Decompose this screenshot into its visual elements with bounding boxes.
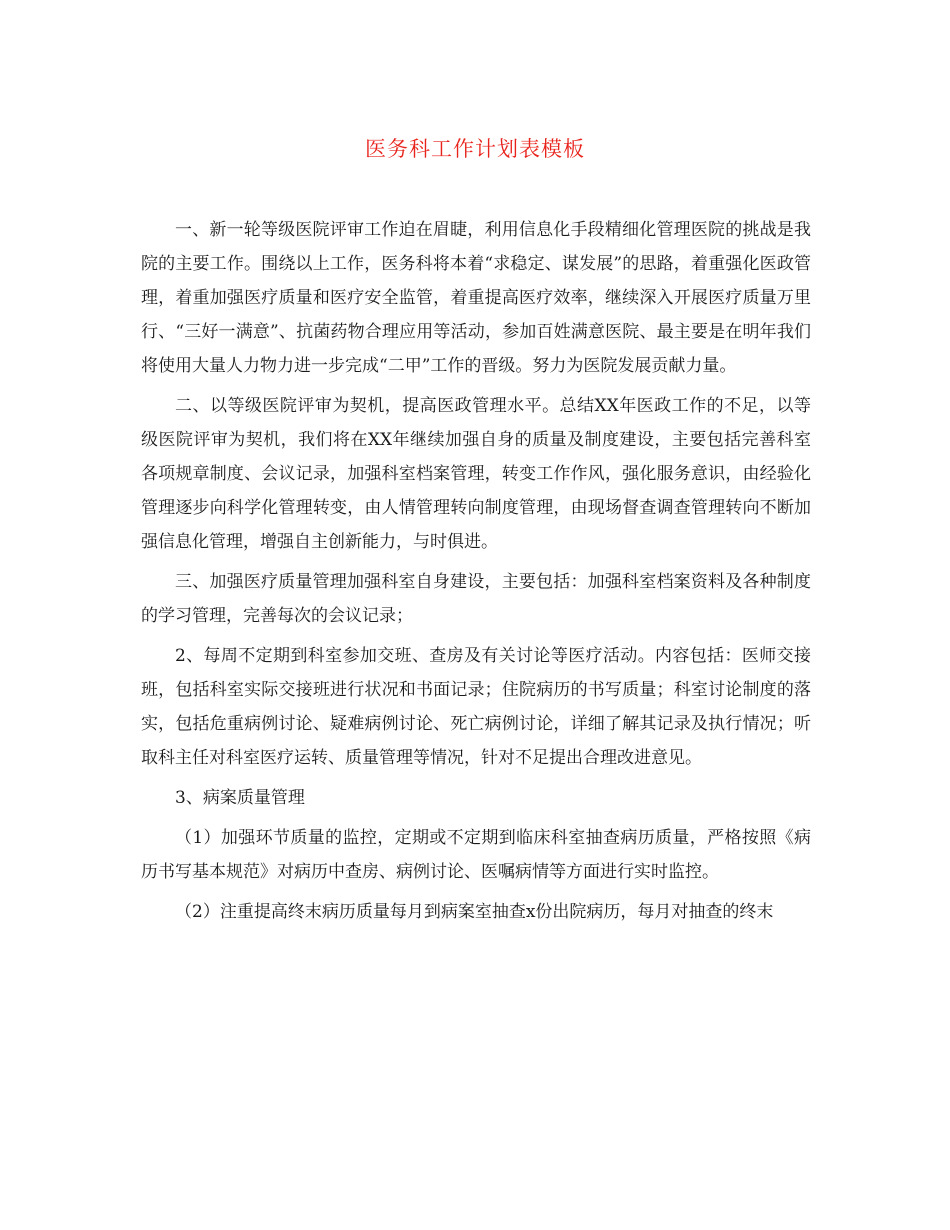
- document-body: [141, 213, 811, 929]
- paragraph-2: 二、以等级医院评审为契机，提高医政管理水平。总结XX年医政工作的不足，以等级医院评审为契机，我们将在XX年继续加强自身的质量及制度建设，主要包括完善科室各项规章制度、会议记录，加强科室档案管理，转变工作作风，强化服务意识，由经验化管理逐步向科学化管理转变，由人情管理转向制度管理，由现场督查调查管理转向不断加强信息化管理，增强自主创新能力，与时俱进。: [141, 396, 811, 552]
- document-title: 医务科工作计划表模板: [365, 137, 585, 161]
- paragraph-7: （2）注重提高终末病历质量每月到病案室抽查x份出院病历，每月对抽查的终末: [175, 902, 774, 922]
- paragraph-5: 3、病案质量管理: [175, 788, 305, 808]
- paragraph-3: 三、加强医疗质量管理加强科室自身建设，主要包括：加强科室档案资料及各种制度的学习管理，完善每次的会议记录；: [141, 572, 811, 626]
- paragraph-1: 一、新一轮等级医院评审工作迫在眉睫，利用信息化手段精细化管理医院的挑战是我院的主要工作。围绕以上工作，医务科将本着“求稳定、谋发展”的思路，着重强化医政管理，着重加强医疗质量和医疗安全监管，着重提高医疗效率，继续深入开展医疗质量万里行、“三好一满意”、抗菌药物合理应用等活动，参加百姓满意医院、最主要是在明年我们将使用大量人力物力进一步完成“二甲”工作的晋级。努力为医院发展贡献力量。: [141, 220, 811, 376]
- paragraph-6: （1）加强环节质量的监控，定期或不定期到临床科室抽查病历质量，严格按照《病历书写基本规范》对病历中查房、病例讨论、医嘱病情等方面进行实时监控。: [141, 828, 811, 882]
- paragraph-4: 2、每周不定期到科室参加交班、查房及有关讨论等医疗活动。内容包括：医师交接班，包括科室实际交接班进行状况和书面记录；住院病历的书写质量；科室讨论制度的落实，包括危重病例讨论、疑难病例讨论、死亡病例讨论，详细了解其记录及执行情况；听取科主任对科室医疗运转、质量管理等情况，针对不足提出合理改进意见。: [141, 646, 811, 768]
